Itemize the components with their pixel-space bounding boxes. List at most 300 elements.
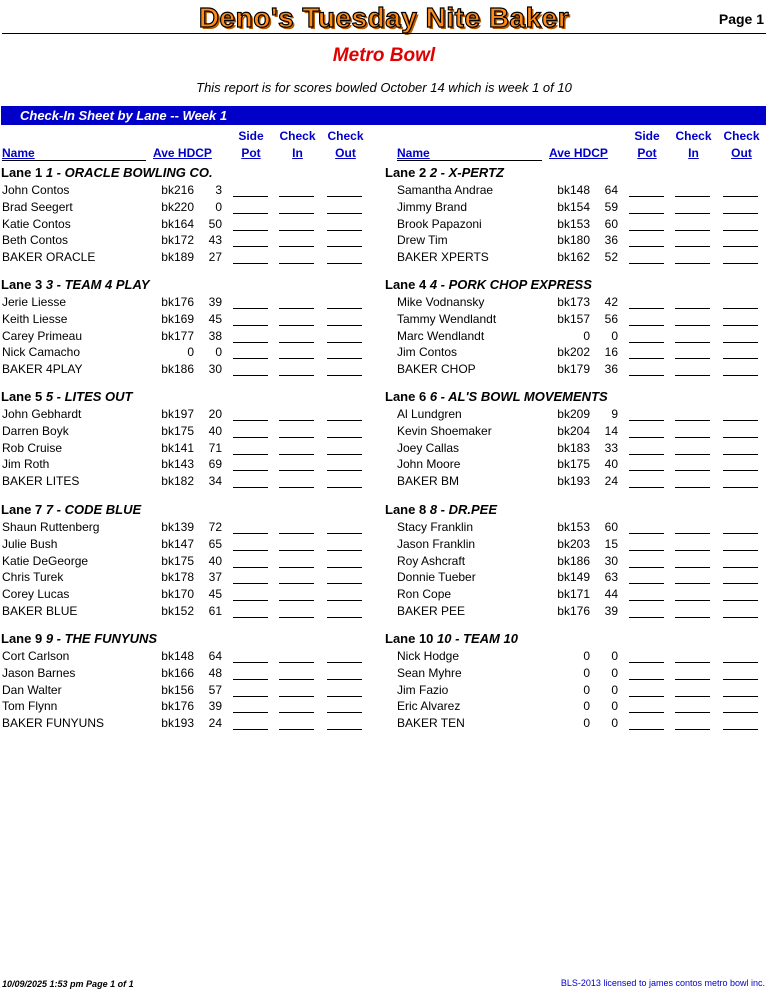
bowler-row xyxy=(0,473,768,490)
bowler-handicap: 0 xyxy=(611,716,618,731)
check-in-blank[interactable] xyxy=(675,454,710,455)
bowler-average: bk141 xyxy=(161,440,194,455)
report-description: This report is for scores bowled October 14 which is week 1 of 10 xyxy=(196,80,572,95)
check-out-blank[interactable] xyxy=(723,230,758,231)
team-name: 5 - LITES OUT xyxy=(45,389,133,404)
bowler-average: bk166 xyxy=(161,665,194,680)
check-out-blank[interactable] xyxy=(723,342,758,343)
bowler-handicap: 37 xyxy=(208,570,222,585)
bowler-name: Cort Carlson xyxy=(2,649,70,663)
side-pot-blank[interactable] xyxy=(629,308,664,309)
lane-number: Lane 9 xyxy=(1,631,43,646)
title-divider xyxy=(2,33,766,34)
bowler-row xyxy=(0,665,768,682)
lane-header xyxy=(1,165,213,180)
page-number: Page 1 xyxy=(718,11,764,27)
bowler-average: bk179 xyxy=(557,362,590,377)
bowler-handicap: 33 xyxy=(604,440,618,455)
check-out-blank[interactable] xyxy=(723,375,758,376)
bowler-average: 0 xyxy=(583,682,590,697)
bowler-name: Rob Cruise xyxy=(2,440,63,455)
bowler-handicap: 60 xyxy=(604,216,618,231)
check-out-blank[interactable] xyxy=(723,729,758,730)
col-header-side-pot-bottom-right: Pot xyxy=(637,146,657,160)
bowler-handicap: 45 xyxy=(208,587,222,602)
check-in-blank[interactable] xyxy=(675,246,710,247)
bowler-row xyxy=(0,715,768,732)
check-out-blank[interactable] xyxy=(723,470,758,471)
side-pot-blank[interactable] xyxy=(629,325,664,326)
bowler-average: bk153 xyxy=(557,520,590,534)
bowler-handicap: 56 xyxy=(604,311,618,326)
lane-number: Lane 5 xyxy=(1,389,43,404)
bowler-handicap: 64 xyxy=(208,649,222,663)
check-out-blank[interactable] xyxy=(723,437,758,438)
check-in-blank[interactable] xyxy=(675,342,710,343)
bowler-row xyxy=(0,698,768,715)
team-name: 9 - THE FUNYUNS xyxy=(45,631,158,646)
team-name: 3 - TEAM 4 PLAY xyxy=(45,277,150,292)
bowler-average: bk164 xyxy=(161,216,194,231)
bowler-name: John Moore xyxy=(397,457,461,472)
col-header-check-in-top-right: Check xyxy=(675,129,712,143)
bowler-handicap: 40 xyxy=(208,553,222,568)
side-pot-blank[interactable] xyxy=(629,617,664,618)
bowler-average: bk178 xyxy=(161,570,194,585)
bowler-name: BAKER CHOP xyxy=(397,362,476,377)
lane-number: Lane 7 xyxy=(1,502,43,517)
bowler-average: bk176 xyxy=(161,699,194,714)
check-out-blank[interactable] xyxy=(723,263,758,264)
bowler-name: Sean Myhre xyxy=(397,665,462,680)
bowler-name: Dan Walter xyxy=(2,682,62,697)
bowler-average: bk193 xyxy=(161,716,194,731)
bowler-name: BAKER TEN xyxy=(397,716,465,731)
check-in-blank[interactable] xyxy=(675,550,710,551)
check-out-blank[interactable] xyxy=(723,712,758,713)
check-in-blank[interactable] xyxy=(675,196,710,197)
bowler-handicap: 48 xyxy=(208,665,222,680)
bowler-name: Jason Barnes xyxy=(2,665,76,680)
bowler-name: Ron Cope xyxy=(397,587,452,602)
lane-number: Lane 2 xyxy=(385,165,427,180)
lane-number: Lane 4 xyxy=(385,277,427,292)
bowler-name: Shaun Ruttenberg xyxy=(2,520,100,534)
bowler-handicap: 0 xyxy=(611,699,618,714)
bowler-handicap: 30 xyxy=(604,553,618,568)
bowler-handicap: 20 xyxy=(208,407,222,421)
bowler-name: Beth Contos xyxy=(2,233,69,248)
check-out-blank[interactable] xyxy=(723,213,758,214)
bowler-handicap: 52 xyxy=(604,250,618,265)
bowler-handicap: 57 xyxy=(208,682,222,697)
bowler-handicap: 0 xyxy=(611,328,618,343)
side-pot-blank[interactable] xyxy=(629,470,664,471)
bowler-name: Tom Flynn xyxy=(2,699,58,714)
side-pot-blank[interactable] xyxy=(629,662,664,663)
bowler-name: Katie DeGeorge xyxy=(2,553,89,568)
bowler-average: 0 xyxy=(583,716,590,731)
side-pot-blank[interactable] xyxy=(629,230,664,231)
bowler-row xyxy=(0,311,768,328)
bowler-handicap: 27 xyxy=(208,250,222,265)
check-out-blank[interactable] xyxy=(723,533,758,534)
bowler-handicap: 39 xyxy=(208,699,222,714)
bowler-name: BAKER LITES xyxy=(2,474,80,489)
check-out-blank[interactable] xyxy=(723,308,758,309)
bowler-name: Jerie Liesse xyxy=(2,295,67,309)
bowler-handicap: 34 xyxy=(208,474,222,489)
check-in-blank[interactable] xyxy=(675,712,710,713)
bowler-average: bk175 xyxy=(557,457,590,472)
report-banner xyxy=(1,106,766,125)
bowler-name: Drew Tim xyxy=(397,233,448,248)
bowler-name: BAKER BM xyxy=(397,474,460,489)
check-out-blank[interactable] xyxy=(723,662,758,663)
check-in-blank[interactable] xyxy=(675,567,710,568)
bowler-name: Chris Turek xyxy=(2,570,64,585)
side-pot-blank[interactable] xyxy=(629,567,664,568)
bowler-handicap: 44 xyxy=(604,587,618,602)
check-out-blank[interactable] xyxy=(723,679,758,680)
bowler-row xyxy=(0,294,768,311)
bowler-average: bk180 xyxy=(557,233,590,248)
bowler-handicap: 71 xyxy=(208,440,222,455)
lane-header xyxy=(385,165,504,180)
bowler-name: Jim Contos xyxy=(397,345,458,360)
check-out-blank[interactable] xyxy=(723,358,758,359)
bowler-handicap: 24 xyxy=(208,716,222,731)
col-header-check-out-top-left: Check xyxy=(327,129,364,143)
bowler-handicap: 63 xyxy=(604,570,618,585)
bowler-handicap: 0 xyxy=(611,682,618,697)
lane-header xyxy=(1,502,141,517)
bowler-row xyxy=(0,456,768,473)
side-pot-blank[interactable] xyxy=(629,679,664,680)
bowler-average: bk175 xyxy=(161,553,194,568)
bowler-handicap: 45 xyxy=(208,311,222,326)
print-timestamp: 10/09/2025 1:53 pm Page 1 of 1 xyxy=(2,979,134,989)
side-pot-blank[interactable] xyxy=(629,420,664,421)
bowler-name: Tammy Wendlandt xyxy=(397,311,497,326)
check-out-blank[interactable] xyxy=(723,567,758,568)
side-pot-blank[interactable] xyxy=(629,583,664,584)
team-name: 2 - X-PERTZ xyxy=(429,165,504,180)
bowler-average: bk202 xyxy=(557,345,590,360)
bowler-row xyxy=(0,344,768,361)
bowler-name: Keith Liesse xyxy=(2,311,68,326)
check-in-blank[interactable] xyxy=(675,600,710,601)
check-in-blank[interactable] xyxy=(675,679,710,680)
bowler-average: bk176 xyxy=(161,295,194,309)
team-name: 10 - TEAM 10 xyxy=(437,631,518,646)
bowler-name: BAKER PEE xyxy=(397,604,466,618)
check-out-blank[interactable] xyxy=(723,196,758,197)
team-name: 4 - PORK CHOP EXPRESS xyxy=(429,277,592,292)
check-in-blank[interactable] xyxy=(675,213,710,214)
bowler-name: BAKER 4PLAY xyxy=(2,362,83,377)
bowler-handicap: 50 xyxy=(208,216,222,231)
bowler-row xyxy=(0,682,768,699)
check-in-blank[interactable] xyxy=(675,230,710,231)
bowler-average: bk149 xyxy=(557,570,590,585)
check-in-blank[interactable] xyxy=(675,533,710,534)
check-out-blank[interactable] xyxy=(723,487,758,488)
bowler-average: bk154 xyxy=(557,199,590,214)
lane-number: Lane 3 xyxy=(1,277,43,292)
report-banner-label: Check-In Sheet by Lane -- Week 1 xyxy=(20,108,228,123)
lane-header xyxy=(385,389,608,404)
bowler-name: Nick Camacho xyxy=(2,345,81,360)
side-pot-blank[interactable] xyxy=(629,437,664,438)
bowler-row xyxy=(0,361,768,378)
bowler-name: Katie Contos xyxy=(2,216,71,231)
bowler-handicap: 0 xyxy=(611,665,618,680)
bowler-handicap: 9 xyxy=(611,407,618,421)
check-out-blank[interactable] xyxy=(723,454,758,455)
bowler-handicap: 40 xyxy=(604,457,618,472)
bowler-handicap: 14 xyxy=(604,423,618,438)
league-title: Deno's Tuesday Nite Baker xyxy=(198,2,570,33)
bowler-average: 0 xyxy=(583,328,590,343)
bowler-handicap: 43 xyxy=(208,233,222,248)
bowler-name: Carey Primeau xyxy=(2,328,83,343)
bowler-name: Brad Seegert xyxy=(2,199,73,214)
col-header-check-out-bottom-left: Out xyxy=(335,146,356,160)
team-name: 8 - DR.PEE xyxy=(429,502,497,517)
bowler-average: bk162 xyxy=(557,250,590,265)
bowler-row xyxy=(0,216,768,233)
check-in-blank[interactable] xyxy=(675,583,710,584)
bowler-average: bk204 xyxy=(557,423,590,438)
col-header-check-out-top-right: Check xyxy=(723,129,760,143)
bowler-name: Jason Franklin xyxy=(397,536,476,551)
bowler-average: bk175 xyxy=(161,423,194,438)
bowler-average: bk173 xyxy=(557,295,590,309)
bowler-average: bk152 xyxy=(161,604,194,618)
bowler-average: bk153 xyxy=(557,216,590,231)
bowler-handicap: 24 xyxy=(604,474,618,489)
check-out-blank[interactable] xyxy=(723,617,758,618)
side-pot-blank[interactable] xyxy=(629,487,664,488)
bowler-name: Darren Boyk xyxy=(2,423,69,438)
bowler-row xyxy=(0,603,768,620)
check-out-blank[interactable] xyxy=(723,420,758,421)
side-pot-blank[interactable] xyxy=(629,196,664,197)
bowler-handicap: 36 xyxy=(604,362,618,377)
lane-header xyxy=(1,631,157,646)
bowler-average: bk139 xyxy=(161,520,194,534)
col-header-side-pot-top-right: Side xyxy=(634,129,660,143)
bowler-handicap: 15 xyxy=(604,536,618,551)
lane-number: Lane 6 xyxy=(385,389,427,404)
bowling-center-name: Metro Bowl xyxy=(332,45,436,66)
lane-header xyxy=(385,631,518,646)
side-pot-blank[interactable] xyxy=(629,533,664,534)
bowler-name: Al Lundgren xyxy=(397,407,462,421)
check-in-blank[interactable] xyxy=(675,617,710,618)
bowler-name: Brook Papazoni xyxy=(397,216,482,231)
bowler-average: bk172 xyxy=(161,233,194,248)
bowler-average: bk220 xyxy=(161,199,194,214)
side-pot-blank[interactable] xyxy=(629,246,664,247)
bowler-handicap: 16 xyxy=(604,345,618,360)
bowler-name: BAKER XPERTS xyxy=(397,250,489,265)
bowler-handicap: 65 xyxy=(208,536,222,551)
lane-header xyxy=(1,389,132,404)
bowler-handicap: 3 xyxy=(215,183,222,197)
bowler-row xyxy=(0,586,768,603)
bowler-handicap: 39 xyxy=(208,295,222,309)
lane-header xyxy=(1,277,150,292)
col-header-name-right: Name xyxy=(397,146,430,160)
side-pot-blank[interactable] xyxy=(629,550,664,551)
name-header-rule-right xyxy=(397,160,542,161)
bowler-name: John Gebhardt xyxy=(2,407,82,421)
bowler-row xyxy=(0,232,768,249)
lane-number: Lane 10 xyxy=(385,631,434,646)
bowler-average: 0 xyxy=(583,665,590,680)
side-pot-blank[interactable] xyxy=(629,342,664,343)
bowler-average: bk170 xyxy=(161,587,194,602)
license-notice: BLS-2013 licensed to james contos metro bowl inc. xyxy=(560,978,765,988)
bowler-name: John Contos xyxy=(2,183,70,197)
bowler-average: bk147 xyxy=(161,536,194,551)
check-in-blank[interactable] xyxy=(675,325,710,326)
bowler-average: 0 xyxy=(583,649,590,663)
check-out-blank[interactable] xyxy=(723,583,758,584)
col-header-check-in-bottom-left: In xyxy=(292,146,303,160)
bowler-name: Stacy Franklin xyxy=(397,520,474,534)
bowler-average: bk186 xyxy=(557,553,590,568)
bowler-name: Nick Hodge xyxy=(397,649,460,663)
bowler-handicap: 0 xyxy=(215,199,222,214)
bowler-average: bk148 xyxy=(557,183,590,197)
check-in-blank[interactable] xyxy=(675,308,710,309)
col-header-name-left: Name xyxy=(2,146,35,160)
bowler-handicap: 40 xyxy=(208,423,222,438)
bowler-row xyxy=(0,423,768,440)
bowler-handicap: 0 xyxy=(611,649,618,663)
check-in-blank[interactable] xyxy=(675,487,710,488)
check-in-blank[interactable] xyxy=(675,437,710,438)
side-pot-blank[interactable] xyxy=(629,454,664,455)
bowler-name: Marc Wendlandt xyxy=(397,328,485,343)
lane-header xyxy=(385,277,592,292)
col-header-side-pot-top-left: Side xyxy=(238,129,264,143)
bowler-name: Roy Ashcraft xyxy=(397,553,466,568)
bowler-average: bk157 xyxy=(557,311,590,326)
check-out-blank[interactable] xyxy=(723,246,758,247)
bowler-handicap: 64 xyxy=(604,183,618,197)
bowler-average: bk143 xyxy=(161,457,194,472)
lane-number: Lane 8 xyxy=(385,502,427,517)
name-header-rule-left xyxy=(2,160,146,161)
bowler-row xyxy=(0,648,768,665)
bowler-name: BAKER FUNYUNS xyxy=(2,716,105,731)
bowler-average: bk169 xyxy=(161,311,194,326)
bowler-name: BAKER ORACLE xyxy=(2,250,96,265)
check-in-blank[interactable] xyxy=(675,263,710,264)
bowler-name: Kevin Shoemaker xyxy=(397,423,492,438)
bowler-name: BAKER BLUE xyxy=(2,604,78,618)
bowler-average: bk177 xyxy=(161,328,194,343)
side-pot-blank[interactable] xyxy=(629,696,664,697)
bowler-handicap: 30 xyxy=(208,362,222,377)
side-pot-blank[interactable] xyxy=(629,375,664,376)
bowler-name: Jim Fazio xyxy=(397,682,449,697)
bowler-average: bk186 xyxy=(161,362,194,377)
check-in-blank[interactable] xyxy=(675,375,710,376)
bowler-row xyxy=(0,569,768,586)
check-in-blank[interactable] xyxy=(675,662,710,663)
col-header-side-pot-bottom-left: Pot xyxy=(241,146,261,160)
check-in-blank[interactable] xyxy=(675,729,710,730)
bowler-name: Samantha Andrae xyxy=(397,183,494,197)
bowler-average: bk193 xyxy=(557,474,590,489)
bowler-average: bk176 xyxy=(557,604,590,618)
bowler-handicap: 42 xyxy=(604,295,618,309)
bowler-name: Mike Vodnansky xyxy=(397,295,485,309)
bowler-row xyxy=(0,553,768,570)
bowler-average: bk171 xyxy=(557,587,590,602)
check-out-blank[interactable] xyxy=(723,696,758,697)
bowler-handicap: 36 xyxy=(604,233,618,248)
side-pot-blank[interactable] xyxy=(629,213,664,214)
lane-number: Lane 1 xyxy=(1,165,43,180)
bowler-handicap: 69 xyxy=(208,457,222,472)
check-out-blank[interactable] xyxy=(723,600,758,601)
bowler-row xyxy=(0,249,768,266)
bowler-average: bk203 xyxy=(557,536,590,551)
col-header-check-in-top-left: Check xyxy=(279,129,316,143)
check-in-blank[interactable] xyxy=(675,358,710,359)
bowler-name: Corey Lucas xyxy=(2,587,70,602)
side-pot-blank[interactable] xyxy=(629,358,664,359)
check-out-blank[interactable] xyxy=(723,325,758,326)
check-in-blank[interactable] xyxy=(675,420,710,421)
bowler-average: 0 xyxy=(583,699,590,714)
check-in-blank[interactable] xyxy=(675,470,710,471)
bowler-row xyxy=(0,199,768,216)
bowler-name: Jimmy Brand xyxy=(397,199,468,214)
bowler-average: bk189 xyxy=(161,250,194,265)
bowler-row xyxy=(0,440,768,457)
check-in-blank[interactable] xyxy=(675,696,710,697)
bowler-average: bk183 xyxy=(557,440,590,455)
bowler-average: bk209 xyxy=(557,407,590,421)
bowler-handicap: 60 xyxy=(604,520,618,534)
side-pot-blank[interactable] xyxy=(629,600,664,601)
lane-header xyxy=(385,502,497,517)
bowler-handicap: 72 xyxy=(208,520,222,534)
side-pot-blank[interactable] xyxy=(629,263,664,264)
bowler-handicap: 59 xyxy=(604,199,618,214)
bowler-average: 0 xyxy=(187,345,194,360)
bowler-name: Donnie Tueber xyxy=(397,570,476,585)
team-name: 7 - CODE BLUE xyxy=(45,502,142,517)
bowler-row xyxy=(0,519,768,536)
bowler-average: bk197 xyxy=(161,407,194,421)
col-header-ave-hdcp-right: Ave HDCP xyxy=(549,146,608,160)
side-pot-blank[interactable] xyxy=(629,729,664,730)
bowler-name: Jim Roth xyxy=(2,457,50,472)
team-name: 6 - AL'S BOWL MOVEMENTS xyxy=(429,389,608,404)
side-pot-blank[interactable] xyxy=(629,712,664,713)
bowler-handicap: 38 xyxy=(208,328,222,343)
team-name: 1 - ORACLE BOWLING CO. xyxy=(45,165,213,180)
check-out-blank[interactable] xyxy=(723,550,758,551)
